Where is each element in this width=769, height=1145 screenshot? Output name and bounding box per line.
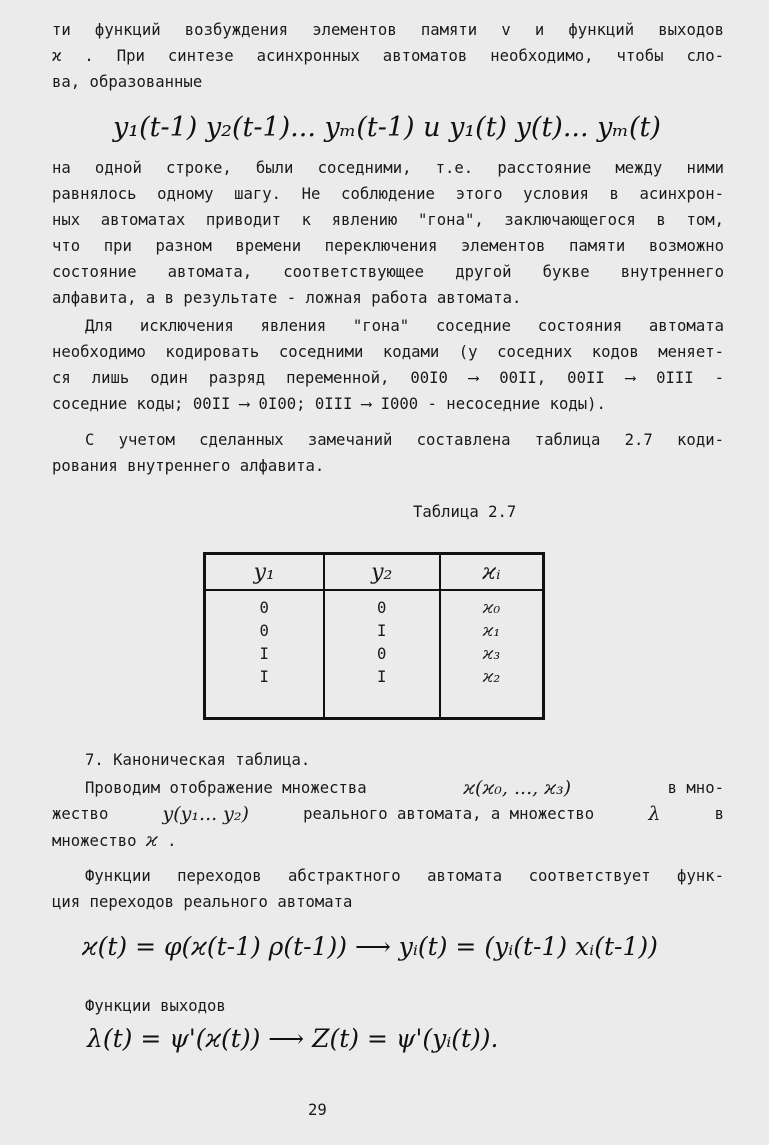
table-row bbox=[205, 590, 544, 719]
table-header-row bbox=[205, 554, 544, 591]
cell-value: ϰ₀ bbox=[482, 598, 501, 618]
cell-value: 0 bbox=[259, 599, 269, 617]
header-y2: y₂ bbox=[324, 554, 440, 591]
text-part: Проводим отображение множества bbox=[85, 779, 367, 797]
coding-table bbox=[203, 552, 545, 720]
text-part: жество bbox=[52, 805, 109, 823]
text-line: С учетом сделанных замечаний составлена таблица 2.7 коди- bbox=[85, 431, 724, 449]
cell-value: I bbox=[377, 622, 387, 640]
handwritten-math: y(y₁... y₂) bbox=[162, 803, 249, 825]
text-line: Функции переходов абстрактного автомата соответствует функ- bbox=[85, 867, 724, 885]
text-line bbox=[52, 830, 724, 851]
text-part: . bbox=[157, 832, 177, 850]
cell-y2 bbox=[324, 590, 440, 719]
cell-value: 0 bbox=[377, 599, 387, 617]
formula-output: λ(t) = ψ'(ϰ(t)) ⟶ Z(t) = ψ'(yᵢ(t)). bbox=[87, 1024, 499, 1053]
cell-value: I bbox=[377, 668, 387, 686]
text-line: Функции выходов bbox=[85, 997, 226, 1015]
text-line: ва, образованные bbox=[52, 73, 203, 91]
text-line: что при разном времени переключения элементов памяти возможно bbox=[52, 237, 724, 255]
cell-value: I bbox=[259, 645, 269, 663]
text-line: соседние коды; 00II ⟶ 0I00; 0III ⟶ I000 - несоседние коды). bbox=[52, 395, 606, 413]
header-y1: y₁ bbox=[205, 554, 324, 591]
cell-xi bbox=[440, 590, 544, 719]
handwritten-math: ϰ(ϰ₀, ..., ϰ₃) bbox=[463, 777, 572, 799]
text-line bbox=[85, 778, 724, 798]
text-line: необходимо кодировать соседними кодами (у соседних кодов меняет- bbox=[52, 343, 724, 361]
cell-y1 bbox=[205, 590, 324, 719]
text-line: Для исключения явления "гона" соседние состояния автомата bbox=[85, 317, 724, 335]
formula-words: y₁(t-1) y₂(t-1)... yₘ(t-1) и y₁(t) y(t)... yₘ(t) bbox=[113, 112, 661, 143]
cell-value: ϰ₁ bbox=[482, 621, 501, 641]
text-line: ти функций возбуждения элементов памяти v и функций выходов bbox=[52, 21, 724, 39]
handwritten-math: ϰ bbox=[145, 829, 158, 851]
text-part: в мно- bbox=[667, 779, 724, 797]
cell-value: 0 bbox=[259, 622, 269, 640]
formula-transition: ϰ(t) = φ(ϰ(t-1) ρ(t-1)) ⟶ yᵢ(t) = (yᵢ(t-1) xᵢ(t-1)) bbox=[82, 932, 658, 961]
text-line: ных автоматах приводит к явлению "гона", заключающегося в том, bbox=[52, 211, 724, 229]
text-line: рования внутреннего алфавита. bbox=[52, 457, 325, 475]
text-part: в bbox=[714, 805, 724, 823]
table-caption: Таблица 2.7 bbox=[413, 503, 517, 521]
handwritten-math: λ bbox=[648, 803, 661, 825]
text-line: ϰ . При синтезе асинхронных автоматов необходимо, чтобы сло- bbox=[52, 47, 724, 65]
text-part: множество bbox=[52, 832, 146, 850]
text-line bbox=[52, 804, 724, 824]
cell-value: I bbox=[259, 668, 269, 686]
text-line: ся лишь один разряд переменной, 00I0 ⟶ 00II, 00II ⟶ 0III - bbox=[52, 369, 724, 387]
text-line: состояние автомата, соответствующее другой букве внутреннего bbox=[52, 263, 724, 281]
page-number: 29 bbox=[308, 1101, 327, 1119]
cell-value: 0 bbox=[377, 645, 387, 663]
text-line: алфавита, а в результате - ложная работа автомата. bbox=[52, 289, 522, 307]
bleed-through-text bbox=[430, 530, 438, 545]
text-line: равнялось одному шагу. Не соблюдение этого условия в асинхрон- bbox=[52, 185, 724, 203]
cell-value: ϰ₂ bbox=[482, 667, 501, 687]
text-line: ция переходов реального автомата bbox=[52, 893, 353, 911]
text-part: реального автомата, а множество bbox=[303, 805, 595, 823]
section-title: 7. Каноническая таблица. bbox=[85, 751, 311, 769]
cell-value: ϰ₃ bbox=[482, 644, 501, 664]
header-xi: ϰᵢ bbox=[440, 554, 544, 591]
text-line: на одной строке, были соседними, т.е. расстояние между ними bbox=[52, 159, 724, 177]
